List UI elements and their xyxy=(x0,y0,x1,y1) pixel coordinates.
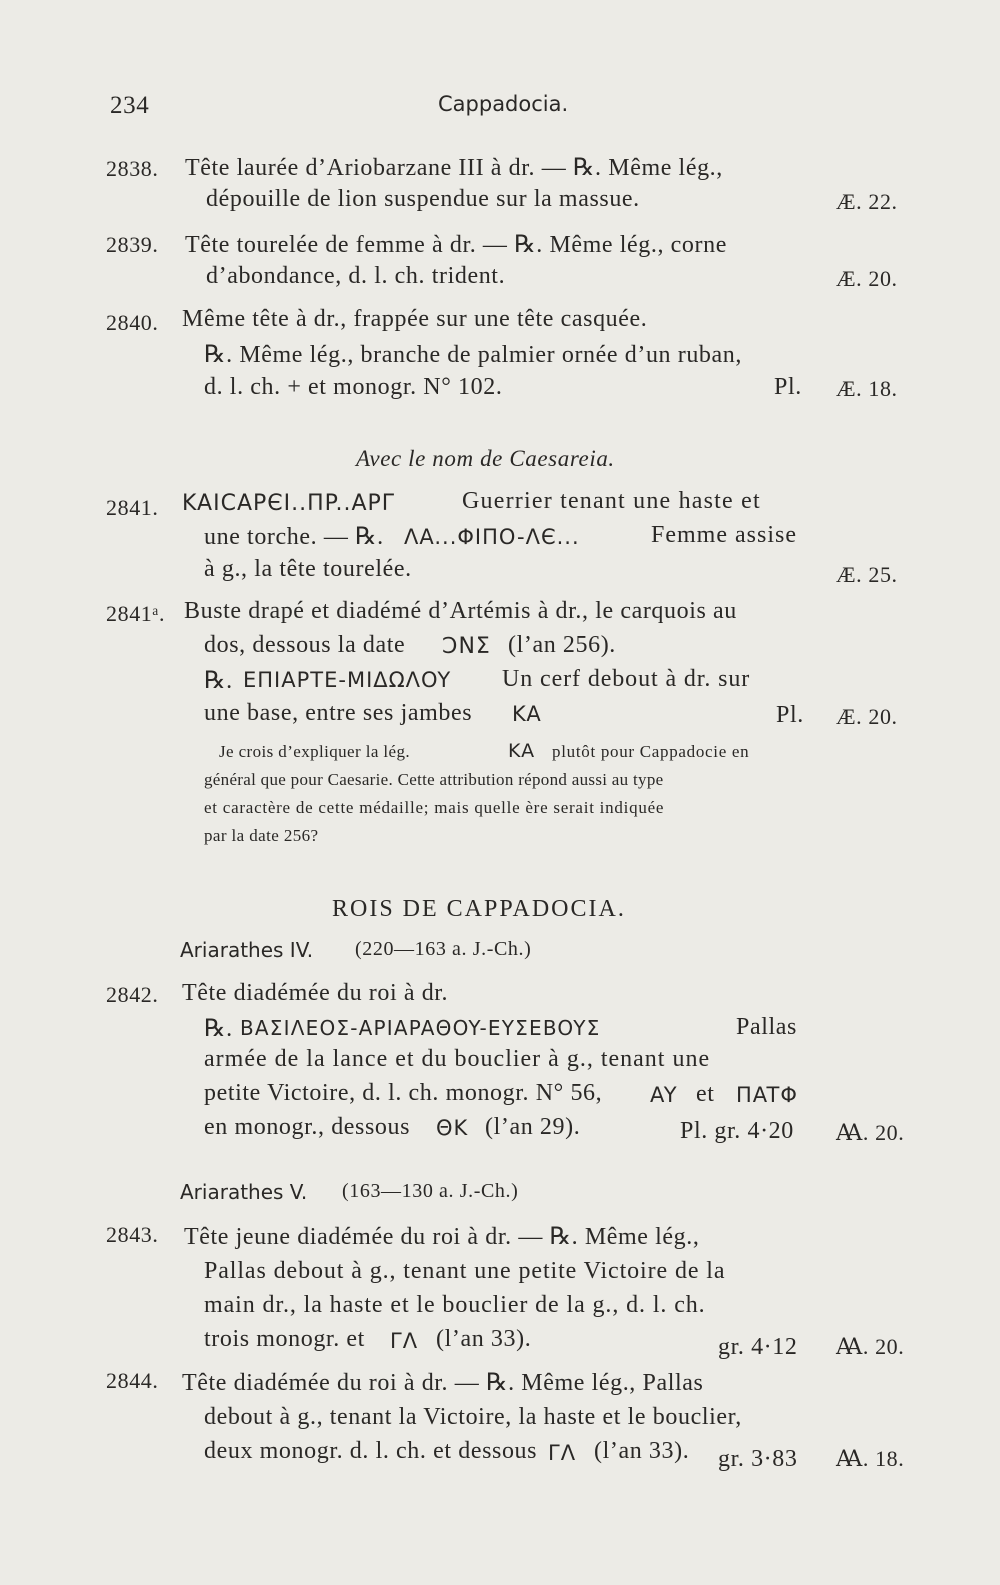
note-text: général que pour Caesarie. Cette attribution répond aussi au type xyxy=(204,770,664,789)
entry-number: 2840. xyxy=(106,310,159,335)
metal-size: Æ. 18. xyxy=(836,376,898,401)
entry-text: deux monogr. d. l. ch. et dessous xyxy=(204,1438,538,1464)
coin-legend: AY xyxy=(650,1083,678,1107)
section-heading: ROIS DE CAPPADOCIA. xyxy=(332,896,626,922)
entry-text: (l’an 29). xyxy=(485,1114,581,1140)
king-name: Ariarathes V. xyxy=(180,1180,308,1204)
metal-size: Æ. 22. xyxy=(836,189,898,214)
entry-text: (l’an 256). xyxy=(508,632,616,658)
coin-date: ꓛNΣ xyxy=(442,634,491,659)
entry-text: Pallas debout à g., tenant une petite Victoire de la xyxy=(204,1258,726,1284)
entry-text: ℞. Même lég., branche de palmier ornée d’un ruban, xyxy=(204,342,742,368)
king-dates: (163—130 a. J.-Ch.) xyxy=(342,1180,519,1202)
entry-text: petite Victoire, d. l. ch. monogr. N° 56, xyxy=(204,1080,603,1106)
coin-legend: BAΣIΛEOΣ-APIAPAΘOY-EYΣEBOYΣ xyxy=(240,1016,601,1040)
entry-text: Même tête à dr., frappée sur une tête casquée. xyxy=(182,306,648,332)
entry-text: une torche. — ℞. xyxy=(204,524,384,550)
metal-size: Ꜳ. 18. xyxy=(836,1446,905,1471)
page-number: 234 xyxy=(110,92,150,119)
entry-number: 2839. xyxy=(106,232,159,257)
running-title: Cappadocia. xyxy=(438,92,569,116)
plate-ref: Pl. xyxy=(776,702,804,728)
entry-text: d’abondance, d. l. ch. trident. xyxy=(206,263,506,289)
section-heading: Avec le nom de Caesareia. xyxy=(356,446,615,471)
coin-legend: KA xyxy=(512,702,542,726)
coin-legend: ΘK xyxy=(436,1116,469,1140)
coin-legend: ΠATΦ xyxy=(736,1083,798,1107)
king-name: Ariarathes IV. xyxy=(180,938,314,962)
weight: Pl. gr. 4·20 xyxy=(680,1118,794,1144)
note-text: par la date 256? xyxy=(204,826,319,845)
entry-text: Tête jeune diadémée du roi à dr. — ℞. Même lég., xyxy=(184,1224,700,1250)
note-text: plutôt pour Cappadocie en xyxy=(552,742,750,761)
entry-text: Un cerf debout à dr. sur xyxy=(502,666,751,692)
entry-text: trois monogr. et xyxy=(204,1326,365,1352)
note-text: Je crois d’expliquer la lég. xyxy=(219,742,411,761)
entry-text: Femme assise xyxy=(651,522,797,548)
entry-text: une base, entre ses jambes xyxy=(204,700,473,726)
note-text: et caractère de cette médaille; mais quelle ère serait indiquée xyxy=(204,798,665,817)
entry-text: (l’an 33). xyxy=(436,1326,532,1352)
entry-text: (l’an 33). xyxy=(594,1438,690,1464)
coin-legend: ΛA...ΦIΠO-ΛЄ... xyxy=(404,525,580,549)
entry-text: en monogr., dessous xyxy=(204,1114,411,1140)
plate-ref: Pl. xyxy=(774,374,802,400)
entry-number: 2843. xyxy=(106,1222,159,1247)
entry-text: Tête diadémée du roi à dr. xyxy=(182,980,449,1006)
entry-text: main dr., la haste et le bouclier de la g., d. l. ch. xyxy=(204,1292,706,1318)
entry-text: Buste drapé et diadémé d’Artémis à dr., le carquois au xyxy=(184,598,737,624)
entry-number: 2841. xyxy=(106,495,159,520)
metal-size: Æ. 20. xyxy=(836,266,898,291)
king-dates: (220—163 a. J.-Ch.) xyxy=(355,938,532,960)
coin-legend: ΓΛ xyxy=(548,1441,577,1465)
entry-text: Guerrier tenant une haste et xyxy=(462,488,761,514)
coin-legend: ΓΛ xyxy=(390,1329,419,1353)
entry-text: dépouille de lion suspendue sur la massue. xyxy=(206,186,640,212)
entry-text: d. l. ch. + et monogr. N° 102. xyxy=(204,374,503,400)
metal-size: Æ. 25. xyxy=(836,562,898,587)
entry-number: 2838. xyxy=(106,156,159,181)
metal-size: Æ. 20. xyxy=(836,704,898,729)
entry-number: 2841ᵃ. xyxy=(106,601,166,626)
metal-size: Ꜳ. 20. xyxy=(836,1120,905,1145)
coin-legend: KA xyxy=(508,740,536,762)
entry-number: 2842. xyxy=(106,982,159,1007)
reverse-mark: ℞. xyxy=(204,1016,233,1042)
entry-text: à g., la tête tourelée. xyxy=(204,556,412,582)
entry-text: Tête diadémée du roi à dr. — ℞. Même lég., Pallas xyxy=(182,1370,704,1396)
weight: gr. 3·83 xyxy=(718,1446,798,1472)
reverse-mark: ℞. xyxy=(204,668,233,694)
entry-text: Pallas xyxy=(736,1014,797,1040)
entry-text: et xyxy=(696,1081,715,1107)
entry-text: Tête laurée d’Ariobarzane III à dr. — ℞. Même lég., xyxy=(185,155,723,181)
entry-text: dos, dessous la date xyxy=(204,632,406,658)
entry-text: armée de la lance et du bouclier à g., tenant une xyxy=(204,1046,711,1072)
entry-number: 2844. xyxy=(106,1368,159,1393)
entry-text: Tête tourelée de femme à dr. — ℞. Même lég., corne xyxy=(185,232,727,258)
entry-text: debout à g., tenant la Victoire, la haste et le bouclier, xyxy=(204,1404,742,1430)
coin-legend: KAICAPЄI..ΠP..APΓ xyxy=(182,491,396,516)
coin-legend: ЕΠIAPTE-MIΔΩΛOY xyxy=(243,668,452,692)
metal-size: Ꜳ. 20. xyxy=(836,1334,905,1359)
weight: gr. 4·12 xyxy=(718,1334,798,1360)
